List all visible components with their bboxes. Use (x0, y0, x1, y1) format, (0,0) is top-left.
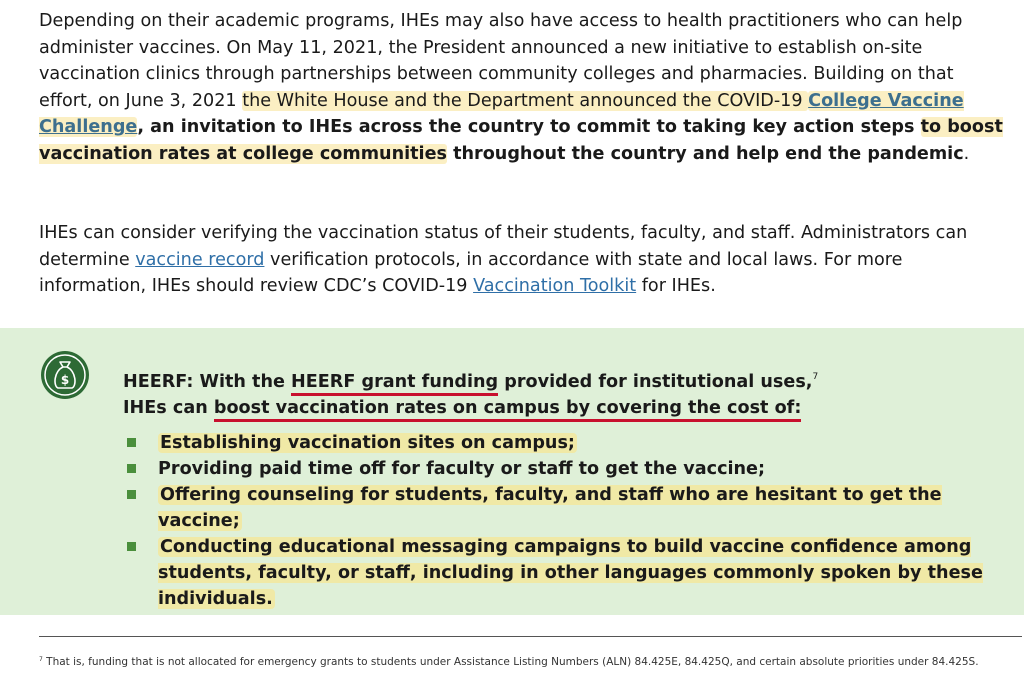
list-item: Establishing vaccination sites on campus; (123, 430, 1013, 456)
square-bullet-icon (127, 490, 136, 499)
vaccine-record-link[interactable]: vaccine record (135, 249, 265, 270)
list-item: Conducting educational messaging campaigns to build vaccine confidence among students, faculty, or staff, including in other languages commonly spoken by these individuals. (123, 534, 1013, 612)
list-item: Providing paid time off for faculty or staff to get the vaccine; (123, 456, 1013, 482)
footnote: $^7$ That is, funding that is not allocated for emergency grants to students under Assistance Listing Numbers (ALN) 84.425E, 84.425Q, and certain absolute priorities under 84.425S. (39, 656, 979, 668)
verification-paragraph: IHEs can consider verifying the vaccination status of their students, faculty, and staff. Administrators can determine vaccine record verification protocols, in accordance with state and local laws. For more information, IHEs should review CDC’s COVID-19 Vaccination Toolkit for IHEs. (39, 223, 968, 296)
intro-paragraph: Depending on their academic programs, IHEs may also have access to health practitioners who can help administer vaccines. On May 11, 2021, the President announced a new initiative to establish on-site vaccination clinics through partnerships between community colleges and pharmacies. Building on that effort, on June 3, 2021 the White House and the Department announced the COVID-19 College Vaccine Challenge, an invitation to IHEs across the country to commit to taking key action steps to boost vaccination rates at college communities throughout the country and help end the pandemic. (39, 11, 1003, 164)
heerf-callout-box (0, 328, 1024, 615)
boost-vaccination-underline: boost vaccination rates on campus by covering the cost of: (214, 398, 802, 422)
list-item: Offering counseling for students, faculty, and staff who are hesitant to get the vaccine; (123, 482, 1013, 534)
cost-list (123, 430, 1013, 612)
square-bullet-icon (127, 464, 136, 473)
heerf-funding-underline: HEERF grant funding (291, 372, 498, 396)
college-vaccine-challenge-link[interactable]: College Vaccine Challenge (39, 90, 964, 137)
footnote-divider (39, 636, 1022, 637)
svg-text:$: $ (60, 373, 70, 387)
money-bag-icon (40, 350, 90, 400)
highlighted-bold-text: to boost vaccination rates at college communities (39, 117, 1003, 164)
square-bullet-icon (127, 542, 136, 551)
callout-heading: HEERF: With the HEERF grant funding provided for institutional uses,$^7$ IHEs can boost vaccination rates on campus by covering the cost of: (123, 364, 1003, 421)
footnote-ref: 7 (812, 372, 819, 382)
highlighted-text: the White House and the Department announced the COVID-19 (242, 90, 809, 111)
square-bullet-icon (127, 438, 136, 447)
vaccination-toolkit-link[interactable]: Vaccination Toolkit (473, 276, 637, 296)
